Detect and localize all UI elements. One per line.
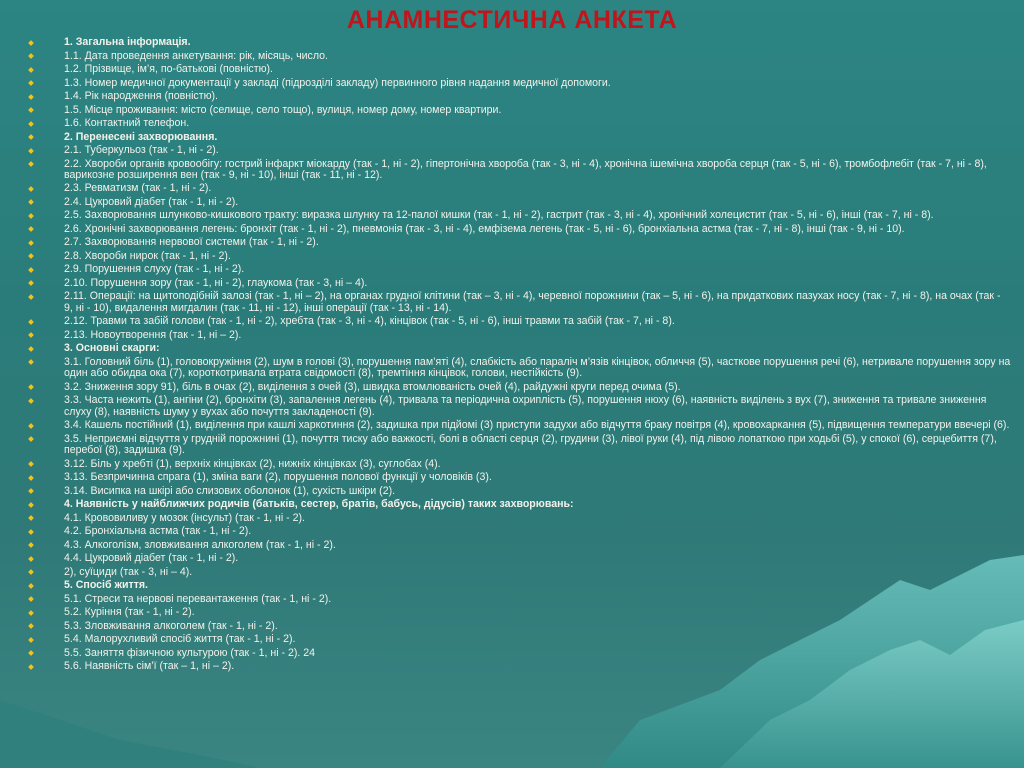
- list-item-text: 4. Наявність у найближчих родичів (батьків, сестер, братів, бабусь, дідусів) таких захворювань:: [64, 498, 574, 511]
- diamond-bullet-icon: [28, 186, 34, 192]
- diamond-bullet-icon: [28, 319, 34, 325]
- list-item: [26, 91, 1011, 102]
- section-heading: [26, 499, 1011, 510]
- list-item-text: 2.9. Порушення слуху (так - 1, ні - 2).: [64, 263, 245, 276]
- list-item: [26, 648, 1011, 659]
- diamond-bullet-icon: [28, 596, 34, 602]
- list-item-text: 2.13. Новоутворення (так - 1, ні – 2).: [64, 328, 242, 341]
- list-item: [26, 159, 1011, 182]
- diamond-bullet-icon: [28, 637, 34, 643]
- list-item-text: 5. Спосіб життя.: [64, 579, 149, 592]
- list-item-text: 4.2. Бронхіальна астма (так - 1, ні - 2).: [64, 525, 252, 538]
- list-item: [26, 382, 1011, 393]
- list-item: [26, 197, 1011, 208]
- list-item-text: 3.2. Зниження зору 91), біль в очах (2), виділення з очей (3), швидка втомлюваність очей (4), райдужні круги перед очима (5).: [64, 380, 681, 393]
- diamond-bullet-icon: [28, 461, 34, 467]
- list-item-text: 5.3. Зловживання алкоголем (так - 1, ні - 2).: [64, 619, 278, 632]
- list-item: [26, 224, 1011, 235]
- diamond-bullet-icon: [28, 436, 34, 442]
- list-item: [26, 526, 1011, 537]
- list-item-text: 3.14. Висипка на шкірі або слизових оболонок (1), сухість шкіри (2).: [64, 484, 396, 497]
- list-item-text: 3.1. Головний біль (1), головокружіння (2), шум в голові (3), порушення пам’яті (4), слабкість або параліч м’язів кінцівок, обличчя (5), часткове порушення речі (6), нетривале порушення зору на один або обидва ока (7), короткотривала втрата свідомості (8), тремтіння кінцівок, голови, нестійкість (9).: [64, 355, 1011, 380]
- list-item: [26, 420, 1011, 431]
- diamond-bullet-icon: [28, 94, 34, 100]
- diamond-bullet-icon: [28, 359, 34, 365]
- slide-title: АНАМНЕСТИЧНА АНКЕТА: [346, 6, 678, 34]
- diamond-bullet-icon: [28, 623, 34, 629]
- diamond-bullet-icon: [28, 384, 34, 390]
- diamond-bullet-icon: [28, 346, 34, 352]
- list-item: [26, 607, 1011, 618]
- list-item-text: 2.8. Хвороби нирок (так - 1, ні - 2).: [64, 249, 231, 262]
- list-item: [26, 78, 1011, 89]
- diamond-bullet-icon: [28, 53, 34, 59]
- section-heading: [26, 37, 1011, 48]
- list-item-text: 4.3. Алкоголізм, зловживання алкоголем (так - 1, ні - 2).: [64, 538, 336, 551]
- diamond-bullet-icon: [28, 161, 34, 167]
- list-item: [26, 51, 1011, 62]
- diamond-bullet-icon: [28, 267, 34, 273]
- diamond-bullet-icon: [28, 502, 34, 508]
- diamond-bullet-icon: [28, 583, 34, 589]
- list-item: [26, 459, 1011, 470]
- diamond-bullet-icon: [28, 148, 34, 154]
- diamond-bullet-icon: [28, 227, 34, 233]
- list-item: [26, 661, 1011, 672]
- diamond-bullet-icon: [28, 398, 34, 404]
- list-item-text: 2), суїциди (так - 3, ні – 4).: [64, 565, 193, 578]
- list-item: [26, 105, 1011, 116]
- list-item: [26, 621, 1011, 632]
- list-item-text: 2.1. Туберкульоз (так - 1, ні - 2).: [64, 144, 219, 156]
- list-item: [26, 251, 1011, 262]
- list-item: [26, 357, 1011, 380]
- list-item-text: 2. Перенесені захворювання.: [64, 130, 218, 143]
- diamond-bullet-icon: [28, 569, 34, 575]
- list-item: [26, 64, 1011, 75]
- list-item-text: 3. Основні скарги:: [64, 342, 160, 355]
- list-item: [26, 594, 1011, 605]
- list-item: [26, 395, 1011, 418]
- list-item-text: 3.4. Кашель постійний (1), виділення при кашлі харкотиння (2), задишка при підйомі (3) приступи задухи або відчуття браку повітря (4), кровохаркання (5), підвищення температури ввечері (6).: [64, 419, 1010, 432]
- diamond-bullet-icon: [28, 423, 34, 429]
- list-item: [26, 540, 1011, 551]
- list-item: [26, 472, 1011, 483]
- diamond-bullet-icon: [28, 213, 34, 219]
- section-heading: [26, 343, 1011, 354]
- diamond-bullet-icon: [28, 556, 34, 562]
- diamond-bullet-icon: [28, 240, 34, 246]
- diamond-bullet-icon: [28, 529, 34, 535]
- section-heading: [26, 580, 1011, 591]
- diamond-bullet-icon: [28, 80, 34, 86]
- list-item: [26, 434, 1011, 457]
- diamond-bullet-icon: [28, 650, 34, 656]
- diamond-bullet-icon: [28, 515, 34, 521]
- questionnaire-list: [26, 37, 1011, 675]
- list-item: [26, 330, 1011, 341]
- list-item-text: 3.3. Часта нежить (1), ангіни (2), бронхіти (3), запалення легень (4), тривала та періодична охриплість (5), порушення нюху (6), наявність виділень з вух (7), зниження та тривале зниження слуху (8), наявність шуму у вухах або почуття закладеності (9).: [64, 394, 987, 418]
- list-item: [26, 291, 1011, 314]
- list-item: [26, 278, 1011, 289]
- list-item-text: 5.2. Куріння (так - 1, ні - 2).: [64, 606, 195, 619]
- diamond-bullet-icon: [28, 332, 34, 338]
- list-item: [26, 183, 1011, 194]
- list-item-text: 2.7. Захворювання нервової системи (так - 1, ні - 2).: [64, 236, 319, 249]
- list-item-text: 5.4. Малорухливий спосіб життя (так - 1, ні - 2).: [64, 633, 296, 646]
- diamond-bullet-icon: [28, 121, 34, 127]
- list-item-text: 1.3. Номер медичної документації у закладі (підрозділі закладу) первинного рівня надання медичної допомоги.: [64, 76, 611, 89]
- list-item-text: 2.10. Порушення зору (так - 1, ні - 2), глаукома (так - 3, ні – 4).: [64, 276, 368, 289]
- diamond-bullet-icon: [28, 294, 34, 300]
- diamond-bullet-icon: [28, 107, 34, 113]
- list-item: [26, 316, 1011, 327]
- list-item: [26, 634, 1011, 645]
- list-item-text: 1.6. Контактний телефон.: [64, 117, 190, 129]
- diamond-bullet-icon: [28, 542, 34, 548]
- diamond-bullet-icon: [28, 488, 34, 494]
- list-item-text: 2.11. Операції: на щитоподібній залозі (так - 1, ні – 2), на органах грудної клітини (так – 3, ні - 4), черевної порожнини (так – 5, ні - 6), на придаткових пазухах носу (так - 7, ні - 8), на очах (так - 9, ні - 10), видалення мигдалин (так - 11, ні - 12), інші операції (так - 13, ні - 14).: [64, 290, 1001, 314]
- diamond-bullet-icon: [28, 67, 34, 73]
- list-item-text: 2.6. Хронічні захворювання легень: бронхіт (так - 1, ні - 2), пневмонія (так - 3, ні - 4), емфізема легень (так - 5, ні - 6), бронхіальна астма (так - 7, ні - 8), інші (так - 9, ні - 10).: [64, 222, 905, 235]
- list-item-text: 5.6. Наявність сім’ї (так – 1, ні – 2).: [64, 660, 235, 673]
- list-item-text: 3.5. Неприємні відчуття у грудній порожнині (1), почуття тиску або важкості, болі в області серця (2), грудини (3), лівої руки (4), під лівою лопаткою при ходьбі (5), у спокої (6), серцебиття (7), перебої (8), задишка (9).: [64, 432, 997, 457]
- list-item-text: 3.12. Біль у хребті (1), верхніх кінцівках (2), нижніх кінцівках (3), суглобах (4).: [64, 457, 441, 470]
- list-item: [26, 237, 1011, 248]
- diamond-bullet-icon: [28, 200, 34, 206]
- list-item-text: 5.5. Заняття фізичною культурою (так - 1, ні - 2). 24: [64, 646, 316, 659]
- list-item-text: 1. Загальна інформація.: [64, 36, 191, 48]
- list-item: [26, 264, 1011, 275]
- list-item-text: 5.1. Стреси та нервові перевантаження (так - 1, ні - 2).: [64, 592, 332, 605]
- list-item: [26, 513, 1011, 524]
- list-item-text: 1.2. Прізвище, ім’я, по-батькові (повністю).: [64, 63, 273, 75]
- list-item: [26, 145, 1011, 156]
- list-item-text: 1.1. Дата проведення анкетування: рік, місяць, число.: [64, 49, 328, 62]
- list-item: [26, 567, 1011, 578]
- list-item: [26, 118, 1011, 129]
- list-item-text: 2.12. Травми та забій голови (так - 1, ні - 2), хребта (так - 3, ні - 4), кінцівок (так - 5, ні - 6), інші травми та забій (так - 7, ні - 8).: [64, 315, 675, 328]
- list-item: [26, 486, 1011, 497]
- diamond-bullet-icon: [28, 664, 34, 670]
- list-item-text: 1.4. Рік народження (повністю).: [64, 90, 218, 102]
- list-item: [26, 553, 1011, 564]
- list-item-text: 2.3. Ревматизм (так - 1, ні - 2).: [64, 182, 212, 195]
- list-item-text: 1.5. Місце проживання: місто (селище, село тощо), вулиця, номер дому, номер квартири.: [64, 103, 502, 116]
- list-item-text: 3.13. Безпричинна спрага (1), зміна ваги (2), порушення полової функції у чоловіків (3).: [64, 471, 492, 484]
- diamond-bullet-icon: [28, 475, 34, 481]
- list-item-text: 2.2. Хвороби органів кровообігу: гострий інфаркт міокарду (так - 1, ні - 2), гіпертонічна хвороба (так - 3, ні - 4), хронічна ішемічна хвороба серця (так - 5, ні - 6), тромбофлебіт (так - 7, ні - 8), варикозне розширення вен (так - 9, ні - 10), інші (так - 11, ні - 12).: [64, 157, 987, 181]
- list-item-text: 2.4. Цукровий діабет (так - 1, ні - 2).: [64, 195, 239, 208]
- section-heading: [26, 132, 1011, 143]
- diamond-bullet-icon: [28, 134, 34, 140]
- list-item-text: 2.5. Захворювання шлунково-кишкового тракту: виразка шлунку та 12-палої кишки (так - 1, ні - 2), гастрит (так - 3, ні - 4), хронічний холецистит (так - 5, ні - 6), інші (так - 7, ні - 8).: [64, 209, 934, 222]
- list-item-text: 4.4. Цукровий діабет (так - 1, ні - 2).: [64, 552, 239, 565]
- list-item-text: 4.1. Крововиливу у мозок (інсульт) (так - 1, ні - 2).: [64, 511, 306, 524]
- diamond-bullet-icon: [28, 281, 34, 287]
- diamond-bullet-icon: [28, 610, 34, 616]
- diamond-bullet-icon: [28, 40, 34, 46]
- list-item: [26, 210, 1011, 221]
- diamond-bullet-icon: [28, 254, 34, 260]
